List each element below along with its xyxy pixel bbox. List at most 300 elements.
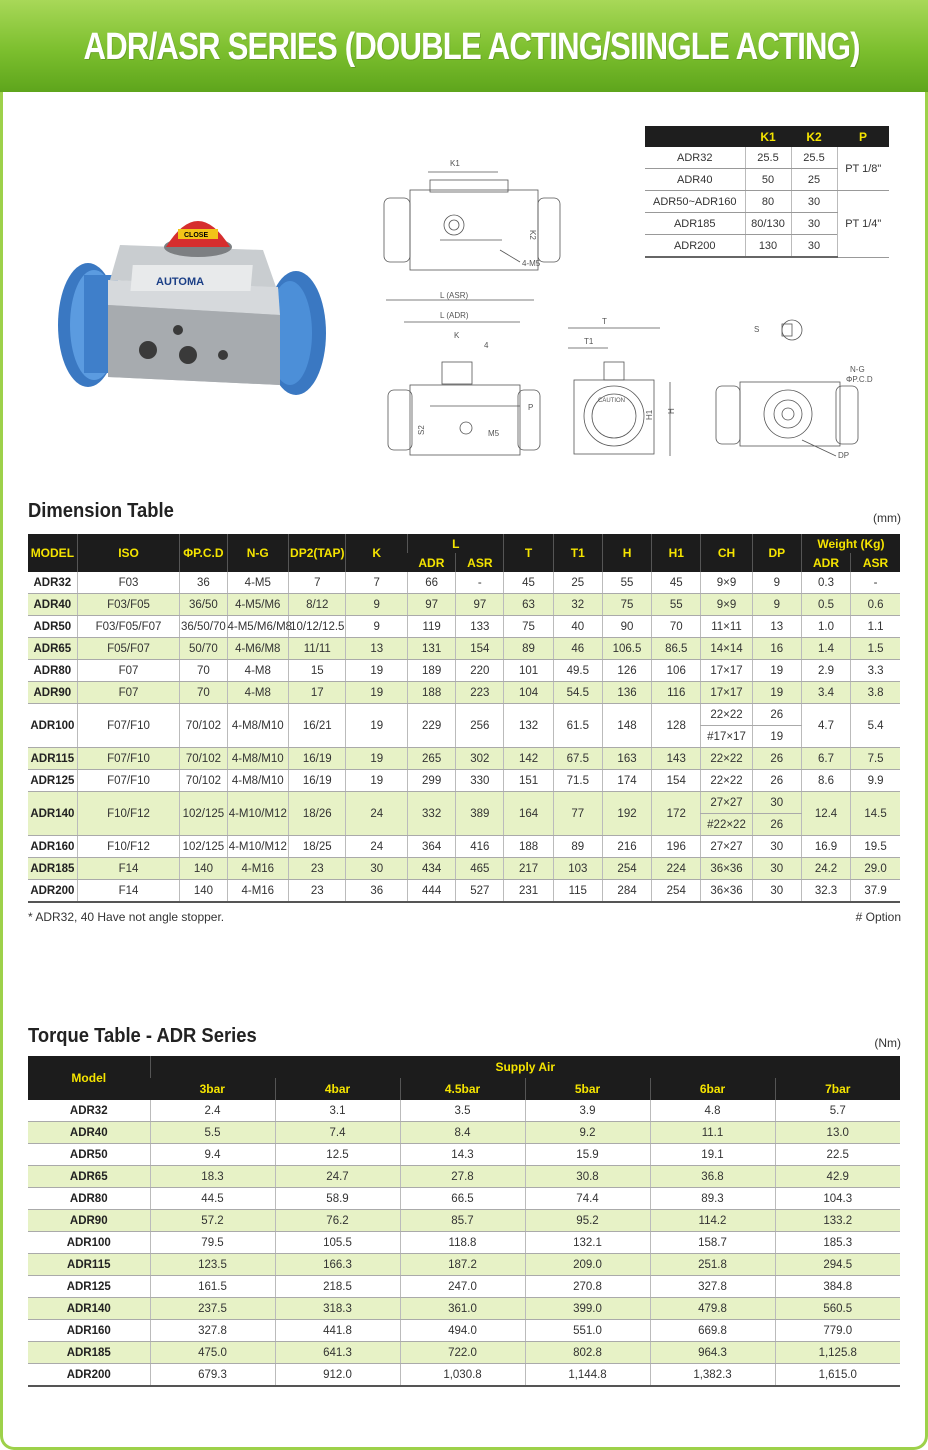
torque-header-pressure: 7bar [775,1078,900,1100]
label-k: K [454,331,460,340]
torque-model-cell: ADR185 [28,1342,150,1364]
torque-row [28,1342,900,1364]
h1-cell: 86.5 [652,638,701,660]
ng-cell: 4-M10/M12 [227,836,289,858]
pcd-cell: 70/102 [180,704,227,748]
ng-cell: 4-M8/M10 [227,770,289,792]
torque-model-cell: ADR115 [28,1254,150,1276]
p-value: PT 1/4" [837,191,889,258]
l-adr-cell: 189 [408,660,456,682]
header-dp: DP [752,534,801,572]
t-cell: 45 [504,572,553,594]
h-cell: 75 [602,594,651,616]
label-t: T [602,317,607,326]
label-caution: CAUTION [598,398,625,404]
dimension-row [28,594,900,616]
torque-value-cell: 42.9 [775,1166,900,1188]
model-cell: ADR50 [28,616,77,638]
model-cell: ADR65 [28,638,77,660]
torque-value-cell: 399.0 [525,1298,650,1320]
page-title: ADR/ASR SERIES (DOUBLE ACTING/SIINGLE ACTING) [83,26,860,68]
dimension-unit: (mm) [873,511,901,525]
torque-value-cell: 5.7 [775,1100,900,1122]
h-cell: 192 [602,792,651,836]
pcd-cell: 70 [180,682,227,704]
k1-value: 25.5 [745,147,791,169]
l-asr-cell: - [456,572,504,594]
l-asr-cell: 416 [456,836,504,858]
dp2-cell: 16/21 [289,704,346,748]
ch-cell: 27×27 [701,792,752,814]
header-h1: H1 [652,534,701,572]
l-adr-cell: 119 [408,616,456,638]
t1-cell: 61.5 [553,704,602,748]
p-value: PT 1/8" [837,147,889,191]
dp-cell: 9 [752,572,801,594]
torque-row [28,1166,900,1188]
t-cell: 217 [504,858,553,880]
model-cell: ADR40 [28,594,77,616]
t-cell: 188 [504,836,553,858]
torque-value-cell: 158.7 [650,1232,775,1254]
weight-asr-cell: 1.5 [851,638,900,660]
torque-model-cell: ADR80 [28,1188,150,1210]
torque-value-cell: 22.5 [775,1144,900,1166]
ch-cell: 14×14 [701,638,752,660]
t1-cell: 77 [553,792,602,836]
model-cell: ADR32 [28,572,77,594]
dp2-cell: 15 [289,660,346,682]
dp2-cell: 7 [289,572,346,594]
dp-cell: 13 [752,616,801,638]
t1-cell: 49.5 [553,660,602,682]
torque-row [28,1188,900,1210]
torque-header-pressure: 6bar [650,1078,775,1100]
torque-value-cell: 9.2 [525,1122,650,1144]
label-n-g: N-G [850,365,865,374]
t-cell: 101 [504,660,553,682]
l-adr-cell: 97 [408,594,456,616]
t-cell: 63 [504,594,553,616]
k-cell: 24 [346,836,408,858]
torque-value-cell: 27.8 [400,1166,525,1188]
torque-value-cell: 327.8 [650,1276,775,1298]
t1-cell: 40 [553,616,602,638]
ng-cell: 4-M5/M6/M8 [227,616,289,638]
ch-cell: 36×36 [701,880,752,903]
t1-cell: 103 [553,858,602,880]
k2-value: 30 [791,213,837,235]
torque-value-cell: 15.9 [525,1144,650,1166]
t1-cell: 71.5 [553,770,602,792]
torque-value-cell: 441.8 [275,1320,400,1342]
dp-cell: 30 [752,792,801,814]
weight-asr-cell: 9.9 [851,770,900,792]
weight-asr-cell: 3.3 [851,660,900,682]
iso-cell: F07 [77,682,180,704]
weight-adr-cell: 24.2 [801,858,850,880]
k2-value: 25 [791,169,837,191]
torque-model-cell: ADR125 [28,1276,150,1298]
ch-cell: 11×11 [701,616,752,638]
weight-adr-cell: 8.6 [801,770,850,792]
torque-model-cell: ADR90 [28,1210,150,1232]
l-asr-cell: 223 [456,682,504,704]
label-4m5: 4-M5 [522,259,541,268]
torque-header-supply-air: Supply Air [150,1056,900,1078]
torque-value-cell: 95.2 [525,1210,650,1232]
dp2-cell: 23 [289,880,346,903]
dp2-cell: 16/19 [289,748,346,770]
ng-cell: 4-M16 [227,858,289,880]
dp-option-cell: 26 [752,814,801,836]
header-l-asr: ASR [456,553,504,572]
torque-value-cell: 185.3 [775,1232,900,1254]
ng-cell: 4-M8 [227,682,289,704]
header-ng: N-G [227,534,289,572]
weight-adr-cell: 3.4 [801,682,850,704]
torque-value-cell: 912.0 [275,1364,400,1387]
label-h1: H1 [645,409,654,420]
torque-value-cell: 4.8 [650,1100,775,1122]
h-cell: 55 [602,572,651,594]
ch-cell: 9×9 [701,594,752,616]
weight-asr-cell: - [851,572,900,594]
header-t: T [504,534,553,572]
dp2-cell: 11/11 [289,638,346,660]
l-asr-cell: 465 [456,858,504,880]
k-cell: 19 [346,770,408,792]
torque-value-cell: 318.3 [275,1298,400,1320]
k1-value: 80/130 [745,213,791,235]
h1-cell: 45 [652,572,701,594]
torque-row [28,1232,900,1254]
dp-cell: 26 [752,748,801,770]
torque-model-cell: ADR50 [28,1144,150,1166]
torque-unit: (Nm) [874,1036,901,1050]
torque-value-cell: 57.2 [150,1210,275,1232]
weight-asr-cell: 29.0 [851,858,900,880]
torque-value-cell: 5.5 [150,1122,275,1144]
header-w-asr: ASR [851,553,900,572]
torque-model-cell: ADR100 [28,1232,150,1254]
pcd-cell: 70/102 [180,770,227,792]
k-model: ADR32 [645,147,745,169]
header-h: H [602,534,651,572]
torque-table-body [28,1100,900,1386]
iso-cell: F14 [77,858,180,880]
k-cell: 24 [346,792,408,836]
dp2-cell: 18/26 [289,792,346,836]
iso-cell: F07/F10 [77,770,180,792]
torque-value-cell: 12.5 [275,1144,400,1166]
torque-value-cell: 118.8 [400,1232,525,1254]
weight-adr-cell: 16.9 [801,836,850,858]
torque-row [28,1210,900,1232]
torque-row [28,1122,900,1144]
t-cell: 164 [504,792,553,836]
torque-row [28,1254,900,1276]
h-cell: 126 [602,660,651,682]
k-model: ADR50~ADR160 [645,191,745,213]
torque-value-cell: 641.3 [275,1342,400,1364]
k-model: ADR40 [645,169,745,191]
torque-value-cell: 3.1 [275,1100,400,1122]
dimension-row [28,704,900,726]
ng-cell: 4-M8/M10 [227,748,289,770]
weight-asr-cell: 5.4 [851,704,900,748]
torque-value-cell: 494.0 [400,1320,525,1342]
iso-cell: F03 [77,572,180,594]
h1-cell: 224 [652,858,701,880]
label-dp: DP [838,451,850,460]
title-banner [0,0,928,92]
weight-adr-cell: 12.4 [801,792,850,836]
iso-cell: F10/F12 [77,836,180,858]
torque-value-cell: 58.9 [275,1188,400,1210]
header-l-adr: ADR [408,553,456,572]
torque-value-cell: 209.0 [525,1254,650,1276]
header-dp2: DP2(TAP) [289,534,346,572]
torque-value-cell: 1,615.0 [775,1364,900,1387]
label-s: S [754,325,760,334]
l-adr-cell: 444 [408,880,456,903]
actuator-photo [58,205,328,415]
label-k1: K1 [450,159,460,168]
torque-value-cell: 36.8 [650,1166,775,1188]
torque-value-cell: 89.3 [650,1188,775,1210]
torque-value-cell: 105.5 [275,1232,400,1254]
k1-value: 50 [745,169,791,191]
header-k: K [346,534,408,572]
torque-value-cell: 166.3 [275,1254,400,1276]
torque-row [28,1320,900,1342]
l-asr-cell: 256 [456,704,504,748]
dimension-row [28,880,900,903]
ch-cell: 22×22 [701,770,752,792]
torque-value-cell: 8.4 [400,1122,525,1144]
ng-cell: 4-M16 [227,880,289,903]
torque-value-cell: 13.0 [775,1122,900,1144]
h-cell: 106.5 [602,638,651,660]
k2-value: 30 [791,191,837,213]
t1-cell: 54.5 [553,682,602,704]
torque-value-cell: 779.0 [775,1320,900,1342]
h-cell: 254 [602,858,651,880]
weight-adr-cell: 0.5 [801,594,850,616]
torque-value-cell: 14.3 [400,1144,525,1166]
torque-value-cell: 85.7 [400,1210,525,1232]
h1-cell: 196 [652,836,701,858]
dimension-table-body [28,572,900,902]
ch-cell: 22×22 [701,748,752,770]
ng-cell: 4-M5/M6 [227,594,289,616]
weight-adr-cell: 6.7 [801,748,850,770]
torque-value-cell: 218.5 [275,1276,400,1298]
ch-cell: 17×17 [701,660,752,682]
weight-adr-cell: 1.4 [801,638,850,660]
torque-value-cell: 24.7 [275,1166,400,1188]
t1-cell: 67.5 [553,748,602,770]
torque-model-cell: ADR40 [28,1122,150,1144]
torque-value-cell: 11.1 [650,1122,775,1144]
torque-value-cell: 1,382.3 [650,1364,775,1387]
dimension-row [28,572,900,594]
l-adr-cell: 188 [408,682,456,704]
label-m5: M5 [488,429,500,438]
k-model: ADR185 [645,213,745,235]
dp-cell: 19 [752,660,801,682]
torque-row [28,1276,900,1298]
h-cell: 148 [602,704,651,748]
header-weight: Weight (Kg) [801,534,900,553]
ng-cell: 4-M6/M8 [227,638,289,660]
pcd-cell: 70 [180,660,227,682]
torque-value-cell: 294.5 [775,1254,900,1276]
indicator-text: CLOSE [184,232,209,239]
torque-value-cell: 74.4 [525,1188,650,1210]
k-table-header-k1: K1 [745,126,791,147]
torque-model-cell: ADR140 [28,1298,150,1320]
model-cell: ADR125 [28,770,77,792]
l-asr-cell: 154 [456,638,504,660]
h1-cell: 128 [652,704,701,748]
brand-text: AUTOMA [156,276,205,288]
l-asr-cell: 97 [456,594,504,616]
torque-value-cell: 133.2 [775,1210,900,1232]
dimension-row [28,660,900,682]
dimension-row [28,836,900,858]
torque-header-pressure: 4bar [275,1078,400,1100]
k-cell: 30 [346,858,408,880]
ng-cell: 4-M8 [227,660,289,682]
iso-cell: F03/F05/F07 [77,616,180,638]
l-adr-cell: 332 [408,792,456,836]
dimension-row [28,638,900,660]
torque-value-cell: 79.5 [150,1232,275,1254]
weight-adr-cell: 32.3 [801,880,850,903]
torque-value-cell: 132.1 [525,1232,650,1254]
l-adr-cell: 434 [408,858,456,880]
torque-value-cell: 123.5 [150,1254,275,1276]
label-p: P [528,403,534,412]
torque-value-cell: 679.3 [150,1364,275,1387]
weight-adr-cell: 0.3 [801,572,850,594]
pcd-cell: 50/70 [180,638,227,660]
torque-value-cell: 3.5 [400,1100,525,1122]
torque-row [28,1298,900,1320]
torque-value-cell: 327.8 [150,1320,275,1342]
dimension-row [28,858,900,880]
ng-cell: 4-M8/M10 [227,704,289,748]
t-cell: 151 [504,770,553,792]
dp-cell: 30 [752,880,801,903]
model-cell: ADR140 [28,792,77,836]
dp-cell: 16 [752,638,801,660]
t1-cell: 32 [553,594,602,616]
t-cell: 231 [504,880,553,903]
dimension-row [28,616,900,638]
iso-cell: F07 [77,660,180,682]
l-adr-cell: 131 [408,638,456,660]
pcd-cell: 70/102 [180,748,227,770]
ng-cell: 4-M10/M12 [227,792,289,836]
torque-model-cell: ADR32 [28,1100,150,1122]
l-adr-cell: 229 [408,704,456,748]
torque-value-cell: 114.2 [650,1210,775,1232]
label-pcd: ΦP.C.D [846,375,873,384]
torque-value-cell: 104.3 [775,1188,900,1210]
k-table-header-blank [645,126,745,147]
label-l-asr: L (ASR) [440,291,469,300]
l-adr-cell: 364 [408,836,456,858]
h-cell: 90 [602,616,651,638]
l-asr-cell: 220 [456,660,504,682]
label-h: H [667,408,676,414]
weight-asr-cell: 0.6 [851,594,900,616]
torque-value-cell: 66.5 [400,1188,525,1210]
dp-cell: 19 [752,682,801,704]
torque-value-cell: 19.1 [650,1144,775,1166]
label-4: 4 [484,341,489,350]
torque-value-cell: 9.4 [150,1144,275,1166]
torque-value-cell: 3.9 [525,1100,650,1122]
h1-cell: 143 [652,748,701,770]
iso-cell: F07/F10 [77,748,180,770]
torque-value-cell: 237.5 [150,1298,275,1320]
k-table [645,126,889,258]
torque-value-cell: 475.0 [150,1342,275,1364]
k-table-header-k2: K2 [791,126,837,147]
t1-cell: 89 [553,836,602,858]
dp-cell: 26 [752,704,801,726]
l-asr-cell: 527 [456,880,504,903]
header-ch: CH [701,534,752,572]
pcd-cell: 102/125 [180,792,227,836]
header-pcd: ΦP.C.D [180,534,227,572]
dp-cell: 30 [752,858,801,880]
t-cell: 142 [504,748,553,770]
header-iso: ISO [77,534,180,572]
t1-cell: 46 [553,638,602,660]
ch-cell: 17×17 [701,682,752,704]
torque-table [28,1056,900,1387]
k-cell: 7 [346,572,408,594]
h1-cell: 172 [652,792,701,836]
h-cell: 136 [602,682,651,704]
torque-value-cell: 44.5 [150,1188,275,1210]
k-table-header-p: P [837,126,889,147]
header-model: MODEL [28,534,77,572]
k-cell: 19 [346,704,408,748]
k-cell: 13 [346,638,408,660]
k-cell: 19 [346,660,408,682]
header-w-adr: ADR [801,553,850,572]
label-l-adr: L (ADR) [440,311,469,320]
torque-row [28,1144,900,1166]
dp-option-cell: 19 [752,726,801,748]
torque-value-cell: 802.8 [525,1342,650,1364]
pcd-cell: 140 [180,858,227,880]
torque-header-model: Model [28,1056,150,1100]
torque-value-cell: 30.8 [525,1166,650,1188]
model-cell: ADR160 [28,836,77,858]
model-cell: ADR90 [28,682,77,704]
label-s2: S2 [417,425,426,435]
k-cell: 19 [346,682,408,704]
iso-cell: F07/F10 [77,704,180,748]
h-cell: 174 [602,770,651,792]
